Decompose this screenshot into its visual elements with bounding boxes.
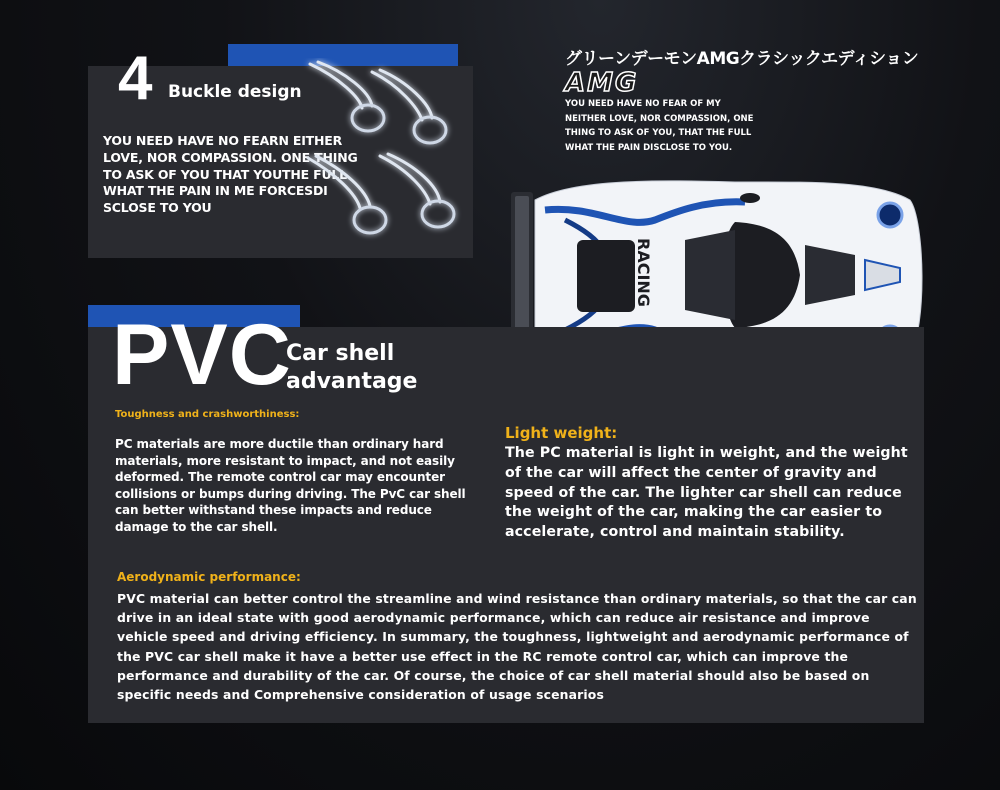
japanese-edition-title: グリーンデーモンAMGクラシックエディション [565, 49, 919, 69]
clip-4 [380, 154, 454, 227]
rc-body-clip-icon [300, 58, 475, 248]
clip-2 [372, 70, 446, 143]
amg-description: YOU NEED HAVE NO FEAR OF MY NEITHER LOVE, NOR COMPASSION, ONE THING TO ASK OF YOU, THAT THE FULL WHAT THE PAIN DISCLOSE TO YOU. [565, 99, 754, 153]
pvc-subheading-line-2: advantage [286, 369, 418, 394]
light-weight-title: Light weight: [505, 424, 618, 442]
aerodynamic-title: Aerodynamic performance: [117, 570, 301, 584]
racing-decal: RACING [634, 238, 653, 307]
light-weight-text: The PC material is light in weight, and the weight of the car will affect the center of gravity and speed of the car. The lighter car shell can reduce the weight of the car, making the car easier to accelerate, control and maintain stability. [505, 445, 908, 541]
toughness-title: Toughness and crashworthiness: [115, 409, 300, 420]
pvc-heading: PVC [112, 307, 292, 403]
amg-logo: AMG [565, 68, 639, 98]
aerodynamic-text: PVC material can better control the streamline and wind resistance than ordinary materials, so that the car can drive in an ideal state with good aerodynamic performance, which can reduce air resistance and improve vehicle speed and driving efficiency. In summary, the toughness, lightweight and aerodynamic performance of the PVC car shell make it have a better use effect in the RC remote control car, which can improve the performance and durability of the car. Of course, the choice of car shell material should also be based on specific needs and Comprehensive consideration of usage scenarios [117, 591, 917, 703]
toughness-text: PC materials are more ductile than ordinary hard materials, more resistant to impact, and not easily deformed. The remote control car may encounter collisions or bumps during driving. The PvC car shell can better withstand these impacts and reduce damage to the car shell. [115, 437, 466, 534]
headlight-left [878, 203, 902, 227]
pvc-subheading-line-1: Car shell [286, 341, 395, 366]
clip-3 [308, 156, 386, 233]
buckle-description: YOU NEED HAVE NO FEARN EITHER LOVE, NOR COMPASSION. ONE THING TO ASK OF YOU THAT YOUTHE FULL WHAT THE PAIN IN ME FORCESDI SCLOSE TO YOU [103, 133, 358, 216]
buckle-number: 4 [118, 44, 153, 113]
buckle-title: Buckle design [168, 82, 302, 102]
pvc-subheading [286, 340, 446, 396]
